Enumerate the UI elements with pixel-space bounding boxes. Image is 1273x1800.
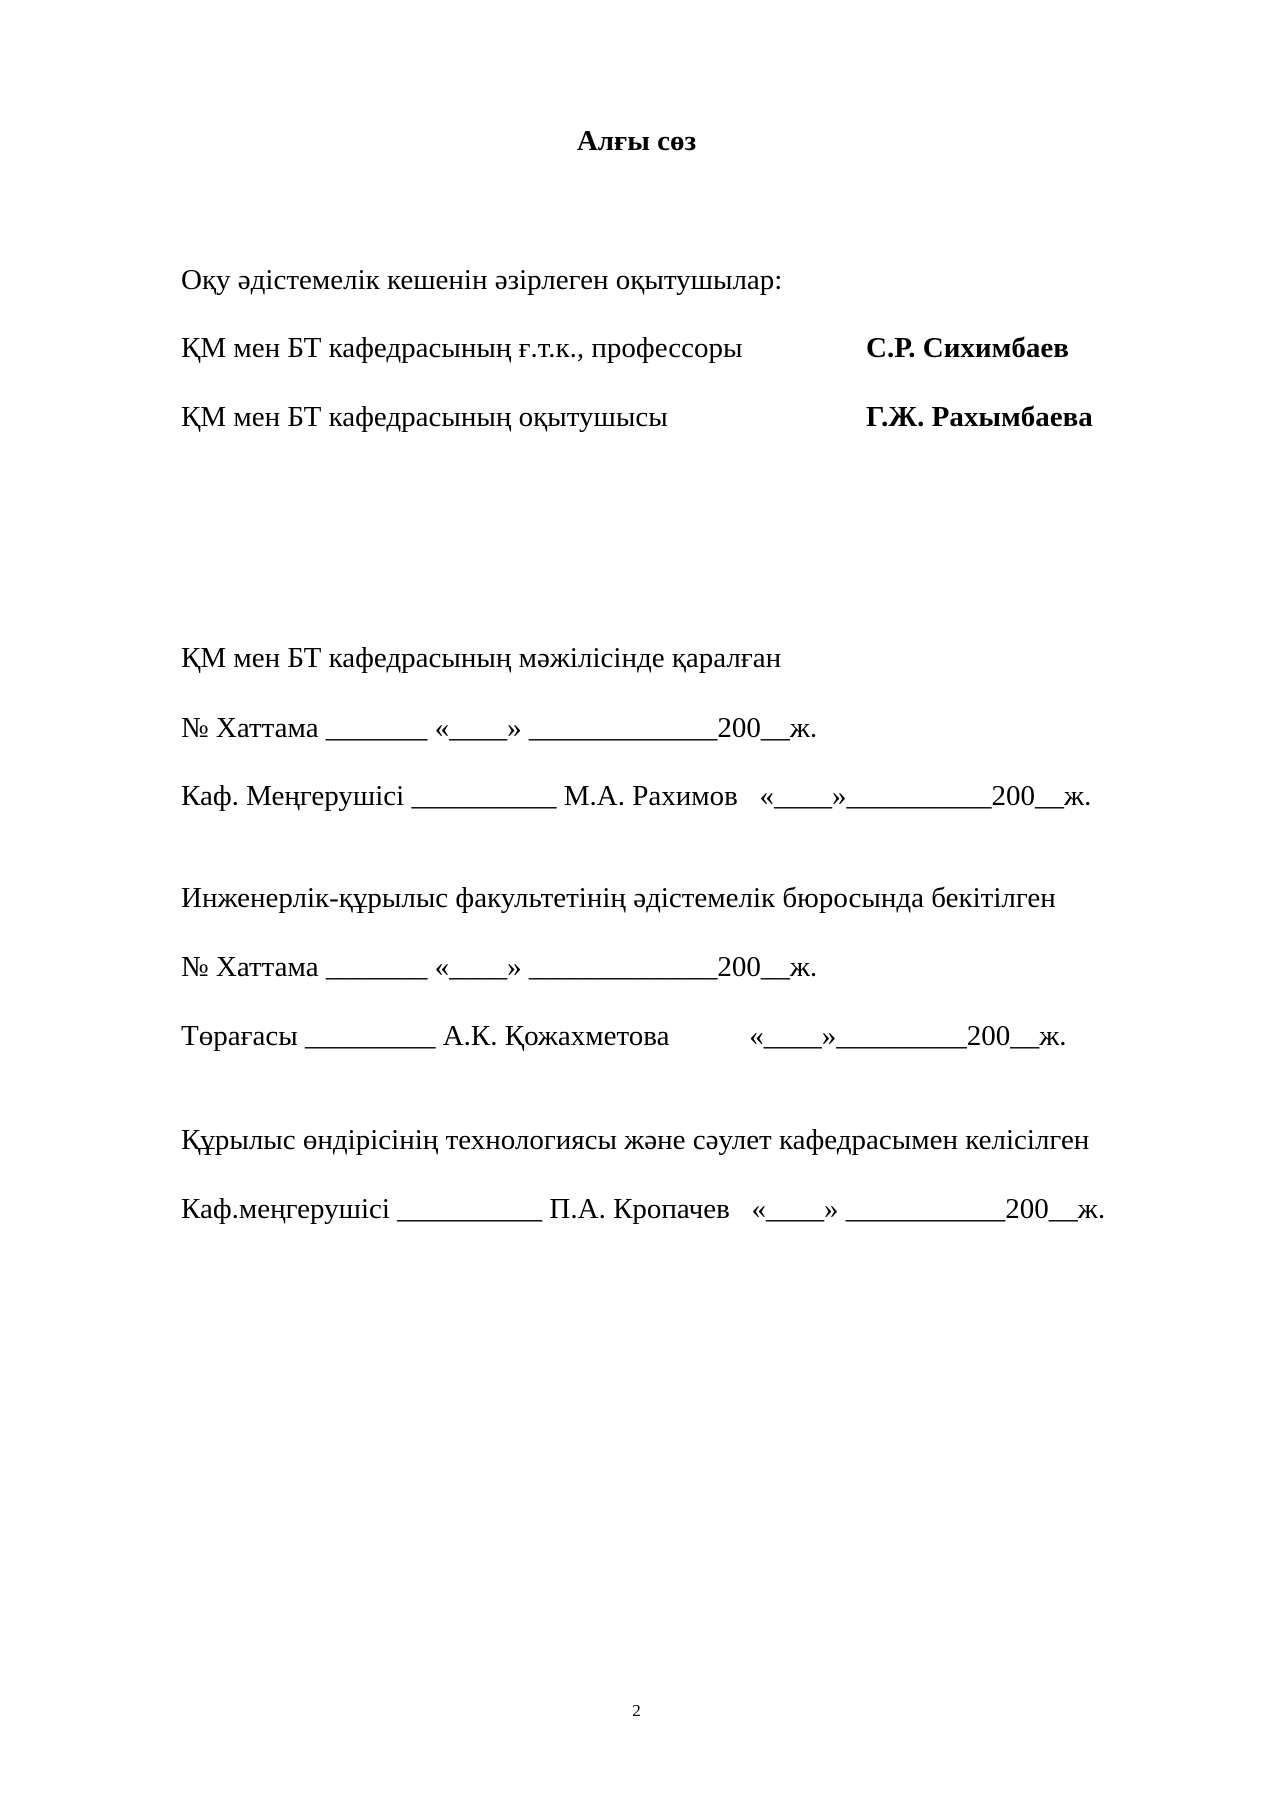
department-approval-heading: ҚМ мен БТ кафедрасының мәжілісінде қаралған [181,642,782,674]
faculty-approval-heading: Инженерлік-құрылыс факультетінің әдістемелік бюросында бекітілген [181,882,1056,914]
developer-name-2: Г.Ж. Рахымбаева [866,401,1093,433]
page-title: Алғы сөз [576,125,697,157]
agreement-heading: Құрылыс өндірісінің технологиясы және сәулет кафедрасымен келісілген [181,1124,1090,1156]
developer-position-2: ҚМ мен БТ кафедрасының оқытушысы [181,401,668,433]
developers-heading: Оқу әдістемелік кешенін әзірлеген оқытушылар: [181,264,783,296]
agreement-head-line: Каф.меңгерушісі __________ П.А. Кропачев «____» ___________200__ж. [181,1193,1106,1225]
developer-name-1: С.Р. Сихимбаев [866,332,1069,364]
department-protocol-line: № Хаттама _______ «____» _____________200__ж. [181,712,818,744]
developer-position-1: ҚМ мен БТ кафедрасының ғ.т.к., профессоры [181,332,743,364]
faculty-protocol-line: № Хаттама _______ «____» _____________200__ж. [181,951,818,983]
page-number: 2 [632,1701,641,1720]
department-head-line: Каф. Меңгерушісі __________ М.А. Рахимов «____»__________200__ж. [181,780,1092,812]
faculty-chair-line: Төрағасы _________ А.К. Қожахметова «____»_________200__ж. [181,1020,1067,1052]
